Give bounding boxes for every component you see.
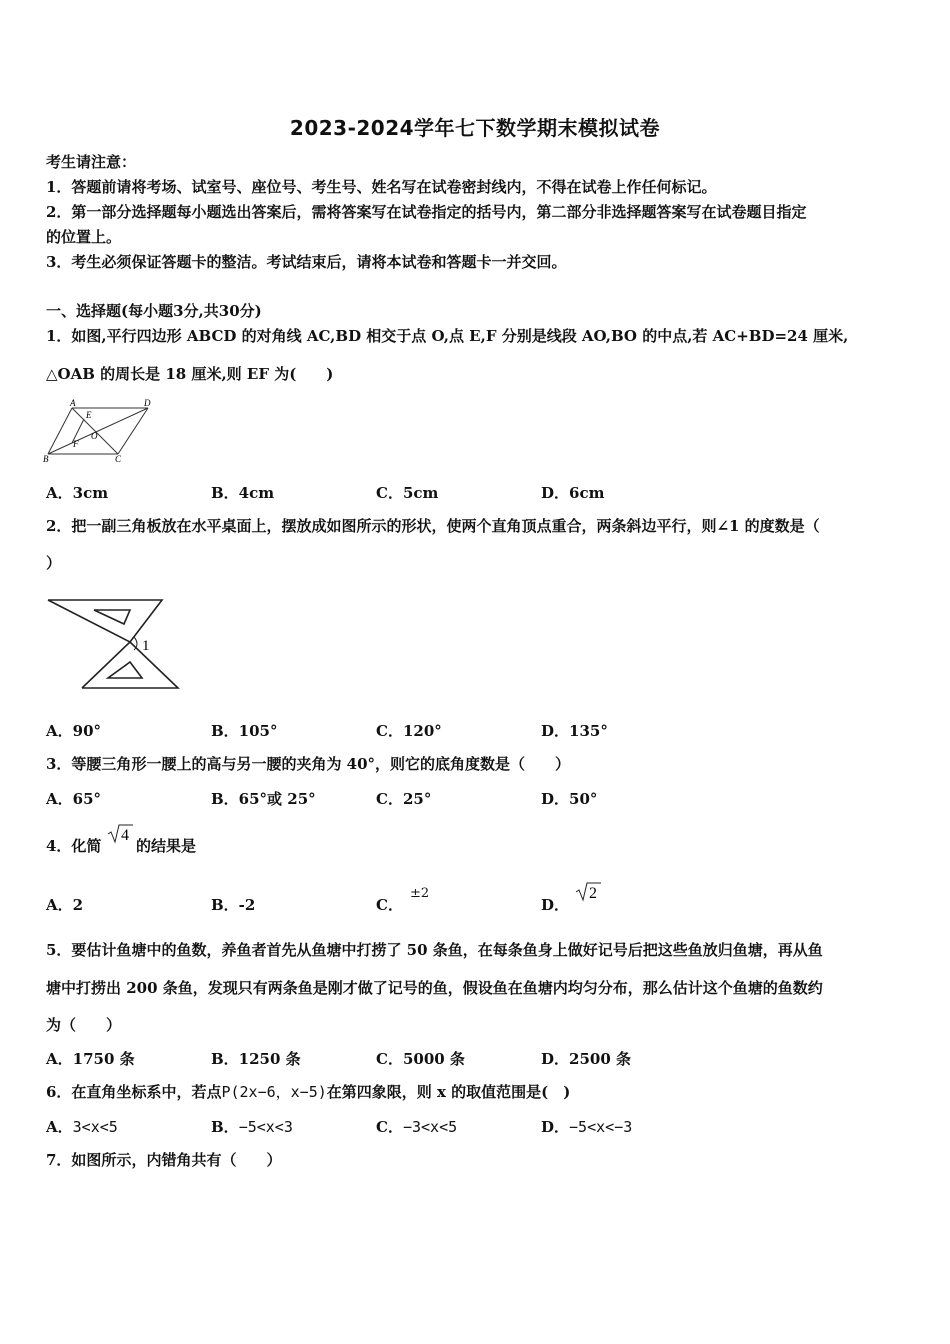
q2-triangles-figure bbox=[44, 594, 184, 694]
q2-option-b: B．105° bbox=[211, 722, 278, 740]
q6-option-a-range: 3<x<5 bbox=[72, 1118, 118, 1136]
q6-option-b bbox=[211, 1116, 293, 1137]
q6-option-c bbox=[376, 1116, 457, 1137]
label-E: E bbox=[86, 410, 92, 420]
page-title: 2023-2024学年七下数学期末模拟试卷 bbox=[289, 116, 661, 140]
q4-suffix: 的结果是 bbox=[136, 837, 197, 855]
q2-option-d: D．135° bbox=[541, 722, 608, 740]
q4-sqrt-expression bbox=[106, 822, 134, 846]
q4-option-d-radicand: 2 bbox=[589, 885, 597, 902]
q2-option-c: C．120° bbox=[376, 722, 442, 740]
q6-prefix: 6．在直角坐标系中，若点 bbox=[46, 1083, 222, 1101]
q4-option-a: A．2 bbox=[46, 896, 84, 914]
angle-1-label: 1 bbox=[142, 638, 150, 654]
q1-option-b: B．4cm bbox=[211, 484, 275, 502]
label-O: O bbox=[91, 431, 98, 441]
q2-text-line2: ） bbox=[46, 554, 62, 572]
notice-item-3: 3．考生必须保证答题卡的整洁。考试结束后，请将本试卷和答题卡一并交回。 bbox=[46, 253, 567, 271]
q5-option-d: D．2500 条 bbox=[541, 1050, 631, 1068]
q6-option-c-range: −3<x<5 bbox=[402, 1118, 458, 1136]
q6-suffix: 在第四象限，则 x 的取值范围是( ) bbox=[326, 1083, 571, 1101]
q6-point: P(2x−6，x−5) bbox=[221, 1083, 327, 1101]
label-D: D bbox=[144, 398, 151, 408]
notice-item-2-cont: 的位置上。 bbox=[46, 228, 122, 246]
q1-text-line2: △OAB 的周长是 18 厘米,则 EF 为( ) bbox=[46, 365, 334, 383]
q5-option-b: B．1250 条 bbox=[211, 1050, 301, 1068]
q6-option-a-label: A． bbox=[46, 1118, 73, 1136]
q4-option-d-sqrt bbox=[574, 880, 602, 904]
q2-option-a: A．90° bbox=[46, 722, 102, 740]
q4-option-d: D． bbox=[541, 896, 570, 914]
q6-option-d-label: D． bbox=[541, 1118, 570, 1136]
q6-option-a bbox=[46, 1116, 118, 1137]
label-F: F bbox=[73, 439, 79, 449]
label-B: B bbox=[43, 454, 49, 464]
q1-parallelogram-figure bbox=[40, 396, 160, 466]
q1-option-a: A．3cm bbox=[46, 484, 109, 502]
notice-item-2: 2．第一部分选择题每小题选出答案后，需将答案写在试卷指定的括号内，第二部分非选择题答案写在试卷题目指定 bbox=[46, 203, 807, 221]
q5-option-a: A．1750 条 bbox=[46, 1050, 135, 1068]
q3-option-d: D．50° bbox=[541, 790, 598, 808]
q1-option-c: C．5cm bbox=[376, 484, 439, 502]
section-heading: 一、选择题(每小题3分,共30分) bbox=[46, 302, 262, 320]
label-C: C bbox=[115, 454, 122, 464]
q4-option-c-value: ±2 bbox=[410, 886, 430, 901]
q3-option-b: B．65°或 25° bbox=[211, 790, 316, 808]
notice-item-1: 1．答题前请将考场、试室号、座位号、考生号、姓名写在试卷密封线内，不得在试卷上作任何标记。 bbox=[46, 178, 717, 196]
label-A: A bbox=[70, 398, 76, 408]
q7-text: 7．如图所示，内错角共有（ ） bbox=[46, 1151, 282, 1169]
notice-heading: 考生请注意： bbox=[46, 153, 137, 171]
q4-option-c: C． bbox=[376, 896, 403, 914]
q1-text-line1: 1．如图,平行四边形 ABCD 的对角线 AC,BD 相交于点 O,点 E,F 分别是线段 AO,BO 的中点,若 AC+BD=24 厘米, bbox=[46, 327, 849, 345]
q4-radicand: 4 bbox=[121, 827, 129, 844]
q1-option-d: D．6cm bbox=[541, 484, 605, 502]
q6-option-d bbox=[541, 1116, 632, 1137]
q5-text-line2: 塘中打捞出 200 条鱼，发现只有两条鱼是刚才做了记号的鱼，假设鱼在鱼塘内均匀分布，那么估计这个鱼塘的鱼数约 bbox=[46, 979, 823, 997]
q5-text-line3: 为（ ） bbox=[46, 1016, 122, 1034]
q6-option-b-label: B． bbox=[211, 1118, 239, 1136]
q3-text: 3．等腰三角形一腰上的高与另一腰的夹角为 40°，则它的底角度数是（ ） bbox=[46, 755, 571, 773]
q3-option-c: C．25° bbox=[376, 790, 432, 808]
q6-option-d-range: −5<x<−3 bbox=[569, 1118, 633, 1136]
q4-prefix: 4．化简 bbox=[46, 837, 102, 855]
q4-option-b: B．-2 bbox=[211, 896, 256, 914]
q6-option-b-range: −5<x<3 bbox=[238, 1118, 293, 1136]
q5-text-line1: 5．要估计鱼塘中的鱼数，养鱼者首先从鱼塘中打捞了 50 条鱼，在每条鱼身上做好记号后把这些鱼放归鱼塘，再从鱼 bbox=[46, 941, 823, 959]
q6-text bbox=[46, 1082, 570, 1102]
q2-text-line1: 2．把一副三角板放在水平桌面上，摆放成如图所示的形状，使两个直角顶点重合，两条斜边平行，则∠1 的度数是（ bbox=[46, 517, 820, 535]
q6-option-c-label: C． bbox=[376, 1118, 403, 1136]
q3-option-a: A．65° bbox=[46, 790, 102, 808]
q5-option-c: C．5000 条 bbox=[376, 1050, 465, 1068]
